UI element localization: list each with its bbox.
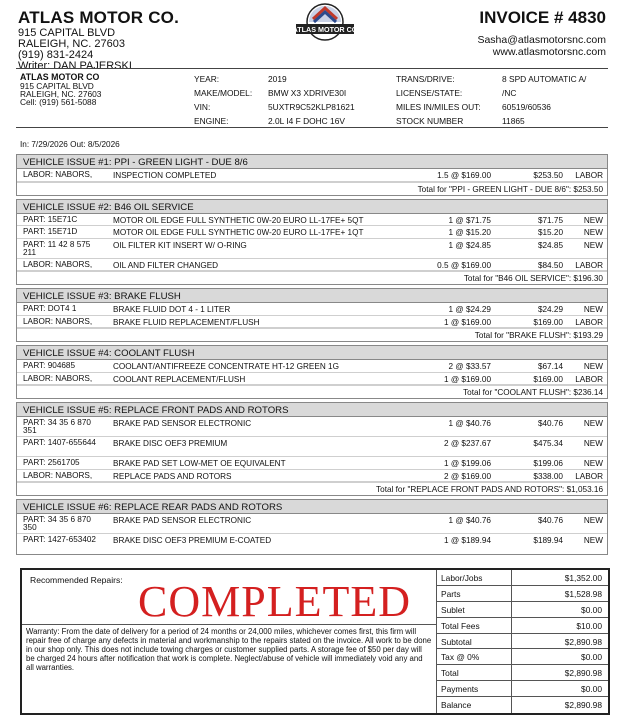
line-item-quantity: 1 @ $40.76 — [448, 516, 491, 525]
vehicle-issue-title: VEHICLE ISSUE #5: REPLACE FRONT PADS AND ROTORS — [17, 403, 607, 417]
totals-label: Tax @ 0% — [441, 652, 480, 663]
line-item-type: NEW — [583, 362, 603, 371]
line-item-description: MOTOR OIL EDGE FULL SYNTHETIC 0W-20 EURO LL-17FE+ 5QT — [113, 215, 364, 225]
line-item-row — [17, 259, 607, 272]
line-item-code: LABOR: NABORS, — [23, 259, 93, 269]
line-item-quantity: 1 @ $24.85 — [448, 240, 491, 250]
customer-name: ATLAS MOTOR CO — [20, 72, 100, 82]
line-item-type: NEW — [583, 536, 603, 545]
stock-label: STOCK NUMBER — [396, 116, 464, 126]
line-item-code: LABOR: NABORS, — [23, 316, 93, 326]
line-item-amount: $15.20 — [537, 228, 563, 237]
vin-label: VIN: — [194, 102, 211, 112]
line-item-row — [17, 214, 607, 227]
miles-label: MILES IN/MILES OUT: — [396, 102, 481, 112]
issue-total: Total for "PPI - GREEN LIGHT - DUE 8/6": $253.50 — [17, 182, 607, 195]
line-item-row — [17, 437, 607, 457]
line-item-description: REPLACE PADS AND ROTORS — [113, 471, 232, 481]
totals-row — [437, 618, 608, 634]
totals-divider — [511, 570, 512, 585]
totals-divider — [511, 618, 512, 633]
issue-total: Total for "REPLACE FRONT PADS AND ROTORS": $1,053.16 — [17, 482, 607, 495]
vehicle-issue-section — [16, 499, 608, 555]
line-item-code: LABOR: NABORS, — [23, 170, 93, 179]
line-item-amount: $40.76 — [537, 419, 563, 428]
line-item-description: BRAKE FLUID REPLACEMENT/FLUSH — [113, 317, 260, 327]
line-item-type: NEW — [583, 459, 603, 468]
line-item-amount: $338.00 — [533, 471, 563, 481]
totals-table — [436, 570, 608, 713]
totals-divider — [511, 665, 512, 680]
line-item-type: NEW — [583, 305, 603, 314]
totals-value: $0.00 — [581, 652, 602, 663]
line-item-code: PART: 1407-655644 — [23, 438, 96, 447]
vin-value: 5UXTR9C52KLP81621 — [268, 102, 355, 112]
shop-address-line1: 915 CAPITAL BLVD — [18, 27, 116, 39]
logo-text: ATLAS MOTOR CO — [292, 25, 358, 34]
line-item-quantity: 0.5 @ $169.00 — [437, 260, 491, 270]
line-item-quantity: 1 @ $169.00 — [443, 317, 491, 327]
line-item-code: PART: 34 35 6 870 350 — [23, 515, 91, 532]
line-item-amount: $475.34 — [533, 439, 563, 448]
line-item-type: NEW — [583, 215, 603, 225]
line-item-amount: $189.94 — [533, 536, 563, 545]
vehicle-issue-title: VEHICLE ISSUE #6: REPLACE REAR PADS AND ROTORS — [17, 500, 607, 514]
totals-divider — [511, 602, 512, 617]
vehicle-issue-title: VEHICLE ISSUE #1: PPI - GREEN LIGHT - DUE 8/6 — [17, 155, 607, 169]
totals-label: Total Fees — [441, 620, 480, 631]
totals-label: Balance — [441, 700, 472, 711]
line-item-quantity: 1 @ $71.75 — [448, 215, 491, 225]
line-item-type: LABOR — [575, 260, 603, 270]
totals-row — [437, 602, 608, 618]
totals-label: Sublet — [441, 604, 465, 615]
line-item-type: LABOR — [575, 471, 603, 481]
line-item-row — [17, 226, 607, 239]
line-item-quantity: 1 @ $169.00 — [443, 374, 491, 384]
shop-phone: (919) 831-2424 — [18, 49, 94, 61]
totals-row — [437, 649, 608, 665]
line-item-row — [17, 373, 607, 386]
trans-label: TRANS/DRIVE: — [396, 74, 455, 84]
totals-value: $0.00 — [581, 604, 602, 615]
line-item-amount: $24.29 — [537, 305, 563, 314]
line-item-code: PART: 15E71D — [23, 227, 78, 236]
line-item-description: MOTOR OIL EDGE FULL SYNTHETIC 0W-20 EURO LL-17FE+ 1QT — [113, 228, 364, 237]
line-item-row — [17, 470, 607, 483]
totals-label: Subtotal — [441, 636, 472, 647]
totals-value: $1,528.98 — [564, 588, 602, 599]
stock-value: 11865 — [502, 116, 525, 126]
line-item-amount: $67.14 — [537, 362, 563, 371]
totals-label: Labor/Jobs — [441, 573, 483, 583]
make-value: BMW X3 XDRIVE30I — [268, 88, 347, 98]
vehicle-issue-title: VEHICLE ISSUE #2: B46 OIL SERVICE — [17, 200, 607, 214]
shop-address-line2: RALEIGH, NC. 27603 — [18, 38, 125, 50]
totals-label: Total — [441, 668, 459, 679]
totals-label: Parts — [441, 588, 461, 599]
totals-divider — [511, 697, 512, 713]
line-item-row — [17, 303, 607, 316]
totals-divider — [511, 634, 512, 649]
warranty-divider — [22, 624, 436, 625]
line-item-description: OIL FILTER KIT INSERT W/ O-RING — [113, 240, 247, 250]
line-item-amount: $71.75 — [537, 215, 563, 225]
line-item-code: PART: DOT4 1 — [23, 304, 77, 313]
vehicle-issue-title: VEHICLE ISSUE #3: BRAKE FLUSH — [17, 289, 607, 303]
line-item-row — [17, 316, 607, 329]
footer-summary — [20, 568, 610, 715]
line-item-code: PART: 11 42 8 575 211 — [23, 239, 91, 257]
line-item-type: NEW — [583, 228, 603, 237]
line-item-quantity: 1 @ $40.76 — [448, 419, 491, 428]
line-item-code: PART: 34 35 6 870 351 — [23, 418, 91, 435]
totals-value: $10.00 — [576, 620, 602, 631]
line-item-type: NEW — [583, 439, 603, 448]
completed-stamp: COMPLETED — [138, 577, 411, 626]
totals-divider — [511, 681, 512, 696]
shop-name: ATLAS MOTOR CO. — [18, 8, 180, 27]
line-item-code: PART: 15E71C — [23, 214, 78, 224]
line-item-description: BRAKE FLUID DOT 4 - 1 LITER — [113, 305, 231, 314]
make-label: MAKE/MODEL: — [194, 88, 253, 98]
line-item-row — [17, 169, 607, 182]
line-item-code: LABOR: NABORS, — [23, 470, 93, 480]
line-item-type: LABOR — [575, 374, 603, 384]
vehicle-issue-section — [16, 199, 608, 286]
totals-row — [437, 586, 608, 602]
line-item-type: NEW — [583, 240, 603, 250]
line-item-description: BRAKE PAD SENSOR ELECTRONIC — [113, 516, 252, 525]
totals-row — [437, 665, 608, 681]
line-item-quantity: 1 @ $199.06 — [443, 459, 491, 468]
line-item-amount: $24.85 — [537, 240, 563, 250]
warranty-text: Warranty: From the date of delivery for a period of 24 months or 24,000 miles, whichever comes first, this firm will repair free of charge any defects in material and workmanship to the repairs stated on the invoice. All work to be done in our shop only. This does not include towing charges or customer supplied parts. A storage fee of $50 per day will be charged 24 hours after notification that work is complete. Neglect/abuse of vehicle will immediately void any and all warranties. — [26, 627, 432, 672]
vehicle-issues — [16, 154, 608, 558]
line-item-amount: $169.00 — [533, 374, 563, 384]
vehicle-issue-section — [16, 288, 608, 342]
recommended-repairs-label: Recommended Repairs: — [30, 575, 123, 585]
line-item-quantity: 1 @ $189.94 — [443, 536, 491, 545]
totals-value: $2,890.98 — [564, 700, 602, 711]
line-item-amount: $199.06 — [533, 459, 563, 468]
line-item-amount: $169.00 — [533, 317, 563, 327]
vehicle-issue-section — [16, 154, 608, 196]
year-label: YEAR: — [194, 74, 220, 84]
line-item-quantity: 2 @ $237.67 — [443, 439, 491, 448]
line-item-description: COOLANT/ANTIFREEZE CONCENTRATE HT-12 GREEN 1G — [113, 362, 339, 371]
line-item-row — [17, 417, 607, 437]
line-item-row — [17, 360, 607, 373]
totals-value: $0.00 — [581, 684, 602, 695]
vehicle-issue-section — [16, 345, 608, 399]
vehicle-issue-title: VEHICLE ISSUE #4: COOLANT FLUSH — [17, 346, 607, 360]
line-item-row — [17, 457, 607, 470]
writer: Writer: DAN PAJERSKI — [18, 60, 132, 72]
line-item-quantity: 2 @ $169.00 — [443, 471, 491, 481]
customer-cell: Cell: (919) 561-5088 — [20, 97, 97, 107]
website-link[interactable]: www.atlasmotorsnc.com — [492, 46, 606, 58]
line-item-code: PART: 2561705 — [23, 458, 80, 467]
vehicle-issue-section — [16, 402, 608, 496]
in-out-dates: In: 7/29/2026 Out: 8/5/2026 — [20, 140, 120, 149]
line-item-quantity: 1 @ $24.29 — [448, 305, 491, 314]
line-item-row — [17, 514, 607, 534]
line-item-quantity: 1.5 @ $169.00 — [437, 171, 491, 180]
invoice-title: INVOICE # 4830 — [479, 8, 606, 27]
line-item-description: INSPECTION COMPLETED — [113, 171, 217, 180]
totals-row — [437, 681, 608, 697]
totals-row — [437, 634, 608, 650]
line-item-type: LABOR — [575, 317, 603, 327]
line-item-description: BRAKE PAD SENSOR ELECTRONIC — [113, 419, 252, 428]
line-item-description: BRAKE DISC OEF3 PREMIUM — [113, 439, 228, 448]
line-item-amount: $40.76 — [537, 516, 563, 525]
totals-row — [437, 697, 608, 713]
year-value: 2019 — [268, 74, 287, 84]
line-item-description: BRAKE DISC OEF3 PREMIUM E-COATED — [113, 536, 272, 545]
issue-total: Total for "BRAKE FLUSH": $193.29 — [17, 328, 607, 341]
totals-value: $1,352.00 — [564, 573, 602, 583]
line-item-type: NEW — [583, 516, 603, 525]
line-item-code: PART: 1427-653402 — [23, 535, 96, 544]
line-item-amount: $253.50 — [533, 171, 563, 180]
line-item-code: PART: 904685 — [23, 361, 76, 370]
totals-label: Payments — [441, 684, 479, 695]
engine-label: ENGINE: — [194, 116, 229, 126]
trans-value: 8 SPD AUTOMATIC A/ — [502, 74, 587, 84]
engine-value: 2.0L I4 F DOHC 16V — [268, 116, 345, 126]
totals-row — [437, 570, 608, 586]
issue-total: Total for "COOLANT FLUSH": $236.14 — [17, 385, 607, 398]
line-item-type: NEW — [583, 419, 603, 428]
line-item-row — [17, 239, 607, 259]
totals-value: $2,890.98 — [564, 636, 602, 647]
license-label: LICENSE/STATE: — [396, 88, 463, 98]
miles-value: 60519/60536 — [502, 102, 551, 112]
line-item-code: LABOR: NABORS, — [23, 373, 93, 383]
license-value: /NC — [502, 88, 517, 98]
line-item-description: OIL AND FILTER CHANGED — [113, 260, 219, 270]
line-item-amount: $84.50 — [537, 260, 563, 270]
totals-divider — [511, 586, 512, 601]
issue-total: Total for "B46 OIL SERVICE": $196.30 — [17, 271, 607, 284]
line-item-quantity: 1 @ $15.20 — [448, 228, 491, 237]
line-item-description: BRAKE PAD SET LOW-MET OE EQUIVALENT — [113, 459, 286, 468]
company-logo — [292, 2, 358, 46]
totals-divider — [511, 649, 512, 664]
line-item-type: LABOR — [575, 171, 603, 180]
customer-address1: 915 CAPITAL BLVD — [20, 81, 94, 91]
email-link[interactable]: Sasha@atlasmotorsnc.com — [477, 34, 606, 46]
totals-value: $2,890.98 — [564, 668, 602, 679]
vehicle-info-box — [16, 68, 608, 128]
line-item-row — [17, 534, 607, 554]
line-item-description: COOLANT REPLACEMENT/FLUSH — [113, 374, 246, 384]
customer-address2: RALEIGH, NC. 27603 — [20, 89, 102, 99]
line-item-quantity: 2 @ $33.57 — [448, 362, 491, 371]
